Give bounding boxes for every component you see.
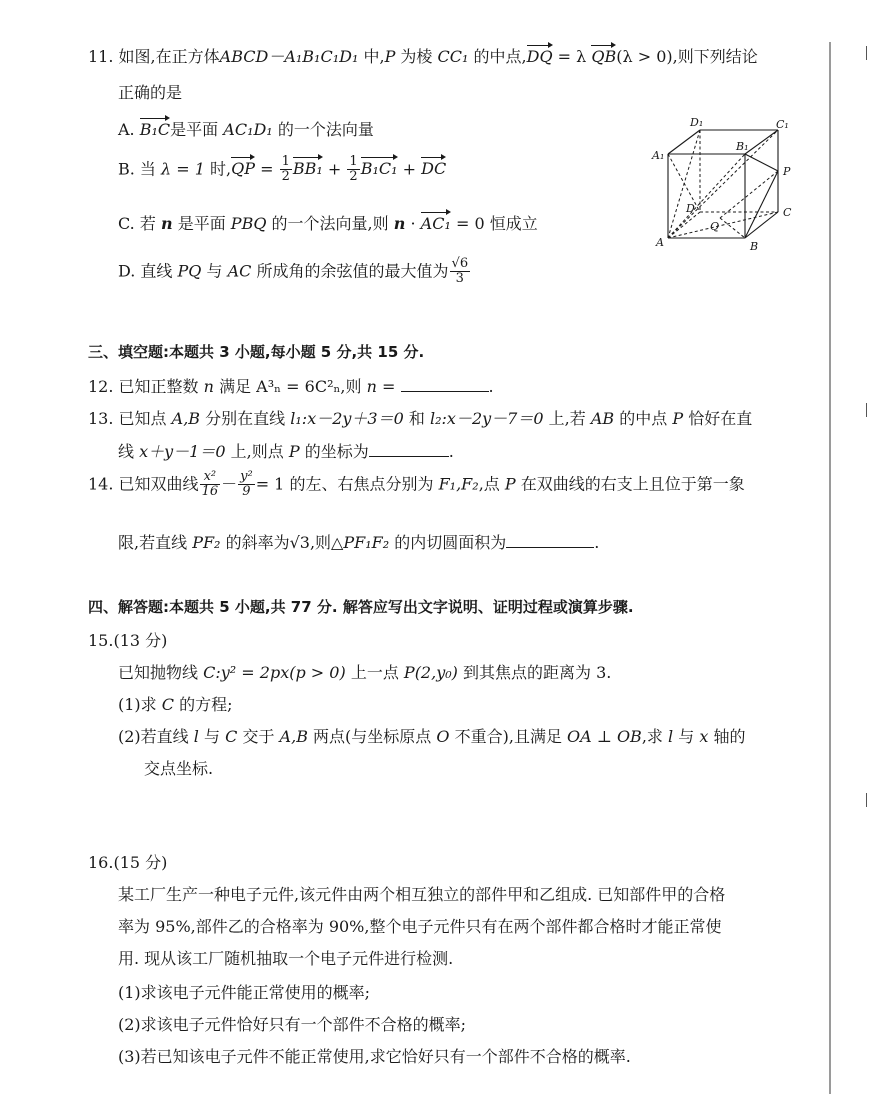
label-b: B [750,240,759,253]
cube-figure [648,112,800,254]
math-eq: = λ [557,47,587,66]
denominator: 9 [242,484,251,500]
score: (13 分) [113,631,168,650]
text: (2)若直线 [118,727,189,746]
q11-option-c [118,211,538,234]
vector-b1c1: B₁C₁ [361,156,398,178]
q16-paragraph-line1: 某工厂生产一种电子元件,该元件由两个相互独立的部件甲和乙组成. 已知部件甲的合格 [118,885,726,904]
fraction-y2-over-9 [238,470,255,500]
math-n: n [366,377,377,396]
label-p: P [783,165,791,178]
text: 是平面 [170,120,219,139]
label-b1: B₁ [736,140,749,153]
math-perp: OA ⊥ OB [567,727,642,746]
math-c: C [225,727,238,746]
vector-ac1: AC₁ [421,211,451,233]
math-pf2: PF₂ [192,533,221,552]
math-cond: (λ > 0) [616,47,673,66]
math-sqrt3: √3 [289,533,310,552]
math-parabola: :y² = 2px(p > 0) [215,663,346,682]
question-number: 16. [88,853,114,872]
text: ,点 [478,474,500,494]
numerator: √6 [451,256,469,271]
math-p: P [288,442,300,461]
text: ,则 [340,377,362,396]
text: 线 [118,442,135,461]
text: 已知点 [118,409,167,428]
text: 的一个法向量 [277,120,374,139]
math-ac: AC [227,261,252,281]
fraction-root6-over-3 [450,257,471,287]
q13-line2 [118,439,454,462]
text: 的方程; [179,695,233,714]
answer-blank[interactable] [401,391,489,392]
q11-option-d [118,257,471,287]
text: 限,若直线 [118,533,188,552]
option-label: A. [118,120,135,139]
math-l1: l₁ [290,409,302,428]
q11-option-a [118,117,374,140]
answer-blank[interactable] [369,456,449,457]
text: 的中点 [619,409,668,428]
math-l2: l₂ [430,409,442,428]
margin-tick [866,793,867,807]
option-label: D. 直线 [118,261,173,281]
fraction-x2-over-16 [200,470,221,500]
q15-header [88,628,167,651]
math-l: l [668,727,674,746]
vector-dc: DC [421,156,446,178]
label-c: C [783,206,792,219]
math-plane: AC₁D₁ [223,120,273,139]
text: 中, [363,47,385,66]
q12 [88,374,494,397]
numerator: y² [240,469,253,484]
text: 与 [678,727,695,746]
text: ,则△ [309,533,344,552]
text: . [488,377,494,396]
math-line-eq: x＋y－1＝0 [139,442,226,461]
vector-qb: QB [591,44,616,66]
section-heading-solutions: 四、解答题:本题共 5 小题,共 77 分. 解答应写出文字说明、证明过程或演算步骤. [88,598,634,616]
numerator: 1 [281,154,290,169]
math-o: O [436,727,450,746]
q11-stem-line2: 正确的是 [118,83,183,102]
vector-b1c: B₁C [140,117,170,139]
text: 满足 [219,377,252,396]
text: 在双曲线的右支上且位于第一象 [520,474,745,494]
denominator: 2 [281,169,290,185]
text: 已知双曲线 [118,474,199,494]
math-plane: PBQ [230,214,267,233]
math-p: P [384,47,396,66]
question-number: 11. [88,47,114,66]
q15-part2-line1 [118,724,745,747]
math-eq: = 1 [255,474,285,494]
text: 上,则点 [230,442,284,461]
math-n: n [160,214,173,233]
text: 交于 [242,727,275,746]
fraction-half [347,155,359,185]
option-label: B. 当 [118,159,156,179]
page-margin-rule [829,42,831,1094]
math-foci: F₁,F₂ [438,474,479,494]
denominator: 16 [201,484,219,500]
text: 到其焦点的距离为 3. [462,663,612,682]
math-p: P [504,474,516,494]
math-dot: · [410,214,416,233]
text: . [448,442,454,461]
text: 已知抛物线 [118,663,199,682]
math-cond: λ = 1 [161,159,205,179]
math-edge: CC₁ [437,47,469,66]
math-plus: + [327,159,342,179]
label-q: Q [710,220,720,233]
math-c: C [161,695,175,714]
text: 和 [408,409,425,428]
text: ,则下列结论 [672,47,758,66]
text: 与 [206,261,223,281]
text: ,求 [641,727,663,746]
question-number: 13. [88,409,114,428]
vector-bb1: BB₁ [293,156,323,178]
question-number: 14. [88,474,114,494]
margin-tick [866,46,867,60]
label-d1: D₁ [690,116,704,129]
q16-paragraph-line2: 率为 95%,部件乙的合格率为 90%,整个电子元件只有在两个部件都合格时才能正常使 [118,917,722,936]
text: 恰好在直 [688,409,753,428]
q16-header [88,850,167,873]
q16-paragraph-line3: 用. 现从该工厂随机抽取一个电子元件进行检测. [118,949,454,968]
text: 不重合),且满足 [454,727,562,746]
q14-line2 [118,530,599,553]
math-p: P [672,409,684,428]
math-n: n [203,377,214,396]
text: 上一点 [350,663,399,682]
math-eq: = [260,159,274,179]
q14-line1 [88,470,745,500]
math-line-eq: :x－2y－7＝0 [441,409,544,428]
numerator: x² [200,470,221,485]
q16-subquestion-3: (3)若已知该电子元件不能正常使用,求它恰好只有一个部件不合格的概率. [118,1047,631,1066]
math-line-eq: :x－2y＋3＝0 [301,409,404,428]
q15-stem [118,660,611,683]
text: = 0 恒成立 [455,214,538,233]
text: 的斜率为 [225,533,290,552]
q13-line1 [88,406,752,429]
label-d: D [686,202,695,215]
text: . [594,533,600,552]
q16-subquestion-1: (1)求该电子元件能正常使用的概率; [118,983,371,1002]
text: 两点(与坐标原点 [313,727,432,746]
math-eq: = [382,377,396,396]
denominator: 3 [455,271,464,287]
text: 轴的 [713,727,746,746]
math-expression: A³ₙ = 6C²ₙ [256,377,341,396]
option-label: C. 若 [118,214,156,233]
math-cube: ABCD－A₁B₁C₁D₁ [219,47,359,66]
text: 的中点, [473,47,527,66]
denominator: 2 [349,169,358,185]
label-a1: A₁ [652,149,665,162]
vector-dq: DQ [527,44,553,66]
q15-part2-line2: 交点坐标. [144,759,214,778]
text: 的坐标为 [304,442,369,461]
text: 时, [210,159,232,179]
text: 的内切圆面积为 [394,533,507,552]
score: (15 分) [113,853,168,872]
section-heading-fill-in: 三、填空题:本题共 3 小题,每小题 5 分,共 15 分. [88,343,425,361]
math-minus: － [221,474,238,494]
label-a: A [656,236,664,249]
math-point: P(2,y₀) [403,663,458,682]
math-n: n [393,214,406,233]
q11-option-b [118,155,446,185]
vector-qp: QP [231,156,255,178]
fraction-half [280,155,292,185]
question-number: 15. [88,631,114,650]
math-c: C [203,663,216,682]
text: 已知正整数 [118,377,199,396]
math-triangle: PF₁F₂ [343,533,390,552]
label-c1: C₁ [776,118,789,131]
math-l: l [193,727,199,746]
text: 为棱 [400,47,433,66]
q15-part1 [118,692,233,715]
text: 上,若 [548,409,586,428]
text: 的左、右焦点分别为 [289,474,434,494]
text: 所成角的余弦值的最大值为 [256,261,449,281]
math-plus: + [402,159,417,179]
q16-subquestion-2: (2)求该电子元件恰好只有一个部件不合格的概率; [118,1015,467,1034]
text: 与 [203,727,220,746]
text: (1)求 [118,695,157,714]
math-ab: A,B [171,409,201,428]
text: 是平面 [177,214,226,233]
math-pq: PQ [177,261,202,281]
margin-tick [866,403,867,417]
question-number: 12. [88,377,114,396]
answer-blank[interactable] [506,547,594,548]
math-ab: A,B [279,727,308,746]
q11-stem-line1 [88,44,758,67]
text: 分别在直线 [205,409,286,428]
numerator: 1 [349,154,358,169]
text: 的一个法向量,则 [271,214,389,233]
text: 如图,在正方体 [118,47,220,66]
math-ab: AB [590,409,615,428]
math-x: x [699,727,709,746]
